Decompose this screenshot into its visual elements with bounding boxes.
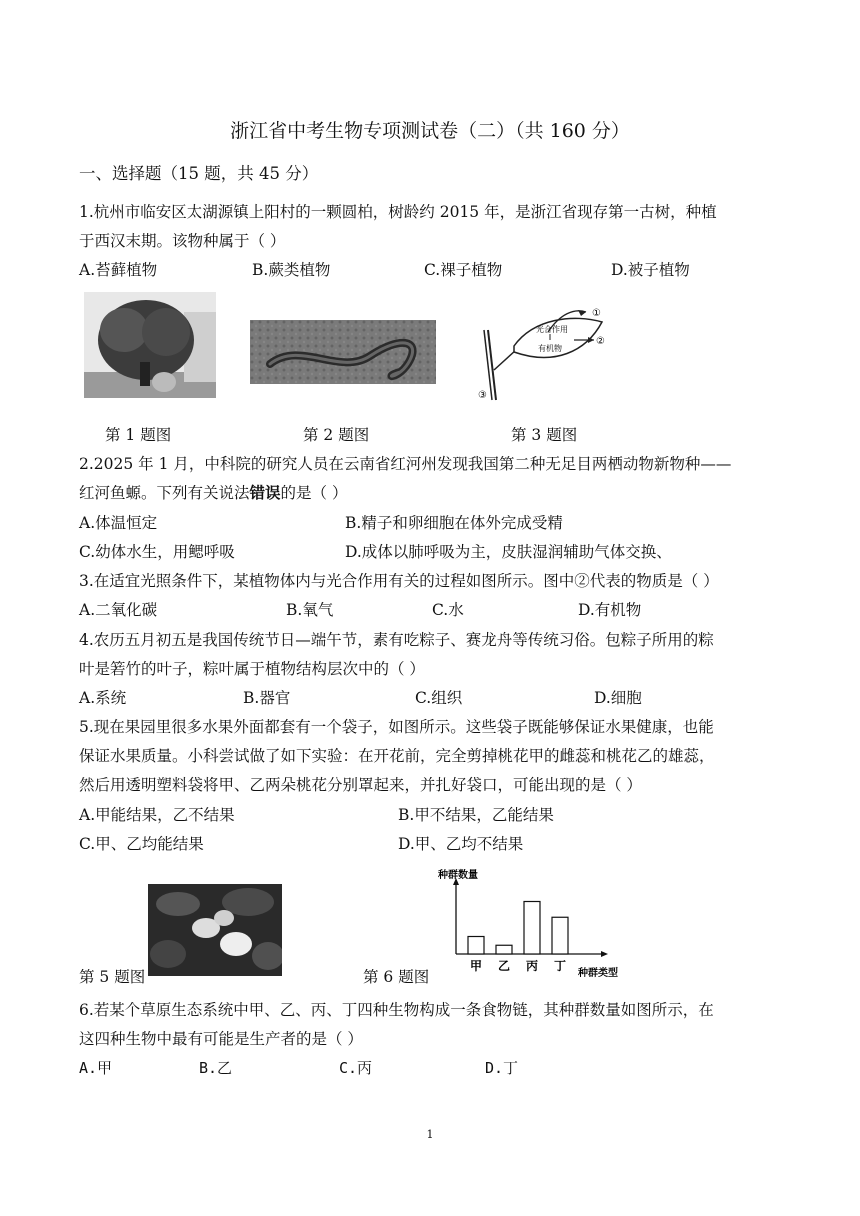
q6-option-d: D.丁	[485, 1059, 519, 1077]
fig3-label-2: ②	[596, 336, 605, 347]
q4-option-a: A.系统	[79, 689, 127, 707]
chart-bar-1	[496, 945, 512, 954]
q1-option-d: D.被子植物	[611, 261, 690, 279]
chart-category-label-1: 乙	[497, 959, 511, 973]
q5-option-a: A.甲能结果，乙不结果	[79, 806, 235, 824]
q6-option-a: A.甲	[79, 1059, 113, 1077]
q5-option-c: C.甲、乙均能结果	[79, 835, 204, 853]
q4-line2: 叶是箬竹的叶子，粽叶属于植物结构层次中的（ ）	[79, 660, 425, 678]
chart-category-label-3: 丁	[553, 959, 567, 973]
q1-line2: 于西汉末期。该物种属于（ ）	[79, 232, 286, 250]
fig6-caption: 第 6 题图	[363, 968, 430, 986]
q5-line2: 保证水果质量。小科尝试做了如下实验：在开花前，完全剪掉桃花甲的雌蕊和桃花乙的雄蕊，	[79, 747, 715, 765]
q6-option-b: B.乙	[199, 1059, 233, 1077]
fig2-caecilian-photo	[250, 320, 436, 384]
q3-line1: 3.在适宜光照条件下，某植物体内与光合作用有关的过程如图所示。图中②代表的物质是（ ）	[79, 572, 719, 590]
q2-option-d: D.成体以肺呼吸为主，皮肤湿润辅助气体交换、	[345, 543, 672, 561]
fig5-caption: 第 5 题图	[79, 968, 146, 986]
fig3-label-1: ①	[592, 308, 601, 319]
q2-option-c: C.幼体水生，用鳃呼吸	[79, 543, 235, 561]
q1-option-b: B.蕨类植物	[252, 261, 331, 279]
q4-option-c: C.组织	[415, 689, 463, 707]
q2-option-a: A.体温恒定	[79, 514, 158, 532]
q4-option-d: D.细胞	[594, 689, 642, 707]
chart-category-label-2: 丙	[525, 959, 539, 973]
q3-option-c: C.水	[432, 601, 464, 619]
q1-option-a: A.苔藓植物	[79, 261, 158, 279]
q6-line1: 6.若某个草原生态系统中甲、乙、丙、丁四种生物构成一条食物链，其种群数量如图所示，在	[79, 1001, 714, 1019]
chart-x-label: 种群类型	[578, 968, 618, 979]
q2-line2: 红河鱼螈。下列有关说法错误的是（ ）	[79, 483, 348, 502]
chart-bar-2	[524, 902, 540, 955]
fig3-photosynthesis-label: 光合作用	[536, 325, 568, 334]
q2-option-b: B.精子和卵细胞在体外完成受精	[345, 514, 563, 532]
q5-line3: 然后用透明塑料袋将甲、乙两朵桃花分别罩起来，并扎好袋口，可能出现的是（ ）	[79, 776, 642, 794]
q4-option-b: B.器官	[243, 689, 291, 707]
chart-bar-3	[552, 917, 568, 954]
fig2-caption: 第 2 题图	[303, 426, 370, 444]
fig5-bagged-fruit-photo	[148, 884, 282, 976]
q2-line1: 2.2025 年 1 月，中科院的研究人员在云南省红河州发现我国第二种无足目两栖动物新物种——	[79, 455, 732, 473]
fig3-label-3: ③	[478, 390, 487, 401]
chart-y-label: 种群数量	[438, 870, 478, 881]
q5-option-d: D.甲、乙均不结果	[398, 835, 524, 853]
q3-option-a: A.二氧化碳	[79, 601, 158, 619]
q5-line1: 5.现在果园里很多水果外面都套有一个袋子，如图所示。这些袋子既能够保证水果健康，也能	[79, 718, 714, 736]
page-title: 浙江省中考生物专项测试卷（二）（共 160 分）	[230, 120, 630, 142]
fig1-tree-photo	[84, 292, 216, 398]
fig3-organic-label: 有机物	[538, 344, 562, 353]
q1-option-c: C.裸子植物	[424, 261, 503, 279]
q4-line1: 4.农历五月初五是我国传统节日—端午节，素有吃粽子、赛龙舟等传统习俗。包粽子所用的粽	[79, 631, 714, 649]
fig1-caption: 第 1 题图	[105, 426, 172, 444]
section-heading: 一、选择题（15 题，共 45 分）	[79, 164, 319, 183]
q6-line2: 这四种生物中最有可能是生产者的是（ ）	[79, 1030, 363, 1048]
chart-x-axis-arrow	[601, 951, 608, 957]
page-number: 1	[426, 1128, 434, 1141]
fig6-population-bar-chart	[436, 866, 628, 980]
fig3-leaf-diagram	[474, 300, 620, 402]
q3-option-b: B.氧气	[286, 601, 334, 619]
q1-line1: 1.杭州市临安区太湖源镇上阳村的一颗圆柏，树龄约 2015 年，是浙江省现存第一古树，种植	[79, 203, 717, 221]
q6-option-c: C.丙	[339, 1059, 373, 1077]
q3-option-d: D.有机物	[578, 601, 642, 619]
fig3-caption: 第 3 题图	[511, 426, 578, 444]
chart-bar-0	[468, 937, 484, 955]
q5-option-b: B.甲不结果，乙能结果	[398, 806, 554, 824]
chart-category-label-0: 甲	[469, 959, 483, 973]
